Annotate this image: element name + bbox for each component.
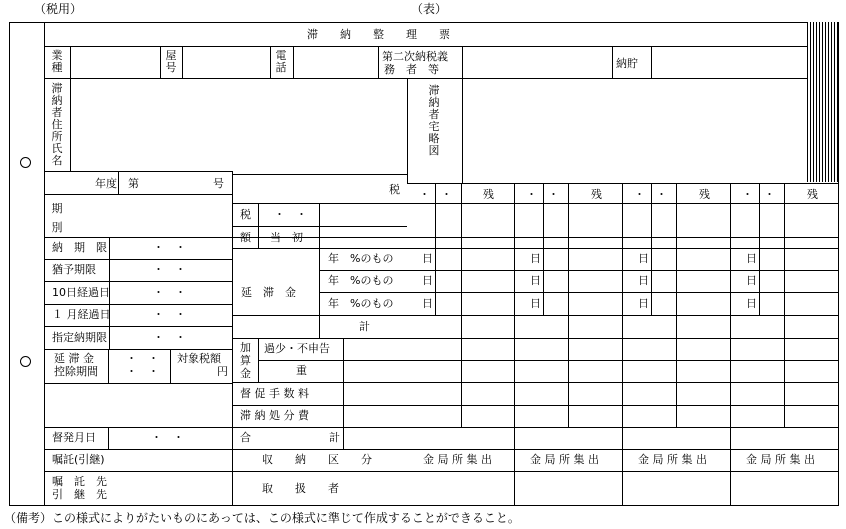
- stripe-block: [807, 22, 838, 182]
- trade-name-label: 屋号: [165, 49, 177, 74]
- phone-label: 電話: [275, 49, 287, 74]
- day-mark: 日: [746, 252, 757, 265]
- number-suffix-label: 号: [213, 177, 224, 190]
- industry-label: 業種: [51, 49, 63, 74]
- subtotal-label: 計: [359, 320, 370, 333]
- day-mark: 日: [746, 274, 757, 287]
- col3-balance-label: 残: [699, 188, 710, 201]
- one-month-value: ・ ・: [153, 308, 186, 321]
- delinquency-deduction-label-2: 控除期間: [54, 365, 98, 378]
- dunning-fee-label: 督 促 手 数 料: [240, 387, 309, 400]
- period-label: 期別: [51, 202, 63, 234]
- deduction-start: ・ ・: [126, 352, 159, 365]
- col4-balance-label: 残: [807, 188, 818, 201]
- day-mark: 日: [530, 297, 541, 310]
- tax-date: ・ ・: [274, 208, 307, 221]
- day-mark: 日: [638, 274, 649, 287]
- yen-unit: 円: [217, 365, 228, 378]
- tax-amount-label-2: 額: [240, 231, 251, 244]
- form-title: 滞 納 整 理 票: [307, 28, 450, 41]
- commission-dest-label-2: 引 継 先: [52, 488, 107, 501]
- under-report-label: 過少・不申告: [264, 342, 330, 355]
- rate-row-2: 年 %のもの: [328, 274, 394, 287]
- col3-date: ・ ・: [634, 188, 667, 201]
- initial-label: 当 初: [270, 231, 303, 244]
- day-mark: 日: [422, 252, 433, 265]
- additional-tax-label-1: 加: [240, 341, 251, 354]
- ten-day-label: 10日経過日: [52, 286, 110, 299]
- total-label-left: 合: [240, 431, 251, 444]
- commission-dest-label-1: 嘱 託 先: [52, 475, 107, 488]
- address-name-label: 滞納者住所氏名: [51, 82, 63, 167]
- footnote: （備考）この様式によりがたいものにあっては、この様式に準じて作成することができること。: [4, 511, 520, 525]
- day-mark: 日: [530, 252, 541, 265]
- col1-office-header: 金 局 所 集 出: [423, 453, 492, 466]
- additional-tax-label-2: 算: [240, 354, 251, 367]
- one-month-label: １ 月経過日: [52, 308, 111, 321]
- col3-office-header: 金 局 所 集 出: [638, 453, 707, 466]
- secondary-obligor-label-1: 第二次納税義: [382, 50, 448, 63]
- number-prefix-label: 第: [128, 177, 139, 190]
- due-date-value: ・ ・: [153, 241, 186, 254]
- col2-office-header: 金 局 所 集 出: [530, 453, 599, 466]
- total-label-right: 計: [329, 431, 340, 444]
- day-mark: 日: [638, 252, 649, 265]
- col4-date: ・ ・: [742, 188, 775, 201]
- form-usage-label: （税用）: [34, 2, 83, 16]
- designated-due-label: 指定納期限: [52, 331, 107, 344]
- binding-hole-icon: [20, 356, 31, 367]
- grace-period-value: ・ ・: [153, 263, 186, 276]
- form-side-label: （表）: [411, 2, 448, 16]
- day-mark: 日: [638, 297, 649, 310]
- delinquency-deduction-label-1: 延 滞 金: [54, 352, 94, 365]
- col2-date: ・ ・: [526, 188, 559, 201]
- grace-period-label: 猶予期限: [52, 263, 96, 276]
- day-mark: 日: [746, 297, 757, 310]
- target-tax-label: 対象税額: [177, 352, 221, 365]
- savings-label: 納貯: [616, 57, 638, 70]
- due-date-label: 納 期 限: [52, 241, 107, 254]
- secondary-obligor-label-2: 務 者 等: [384, 63, 439, 76]
- rate-row-1: 年 %のもの: [328, 252, 394, 265]
- demand-date-value: ・ ・: [151, 431, 184, 444]
- tax-label: 税: [389, 183, 400, 196]
- designated-due-value: ・ ・: [153, 331, 186, 344]
- col2-balance-label: 残: [591, 188, 602, 201]
- day-mark: 日: [422, 297, 433, 310]
- heavy-label: 重: [296, 364, 307, 377]
- tax-amount-label-1: 税: [240, 208, 251, 221]
- receipt-category-label: 収 納 区 分: [262, 453, 372, 466]
- ten-day-value: ・ ・: [153, 286, 186, 299]
- col1-date: ・ ・: [419, 188, 452, 201]
- disposition-cost-label: 滞 納 処 分 費: [240, 409, 309, 422]
- home-map-label: 滞納者宅略図: [428, 84, 440, 157]
- day-mark: 日: [422, 274, 433, 287]
- binding-hole-icon: [20, 157, 31, 168]
- rate-row-3: 年 %のもの: [328, 297, 394, 310]
- day-mark: 日: [530, 274, 541, 287]
- delinquency-charge-label: 延 滞 金: [241, 286, 296, 299]
- col4-office-header: 金 局 所 集 出: [746, 453, 815, 466]
- col1-balance-label: 残: [483, 188, 494, 201]
- commission-label: 嘱託(引継): [52, 453, 105, 466]
- fiscal-year-label: 年度: [95, 177, 117, 190]
- deduction-end: ・ ・: [126, 365, 159, 378]
- handler-label: 取 扱 者: [262, 482, 339, 495]
- demand-date-label: 督発月日: [52, 431, 96, 444]
- additional-tax-label-3: 金: [240, 367, 251, 380]
